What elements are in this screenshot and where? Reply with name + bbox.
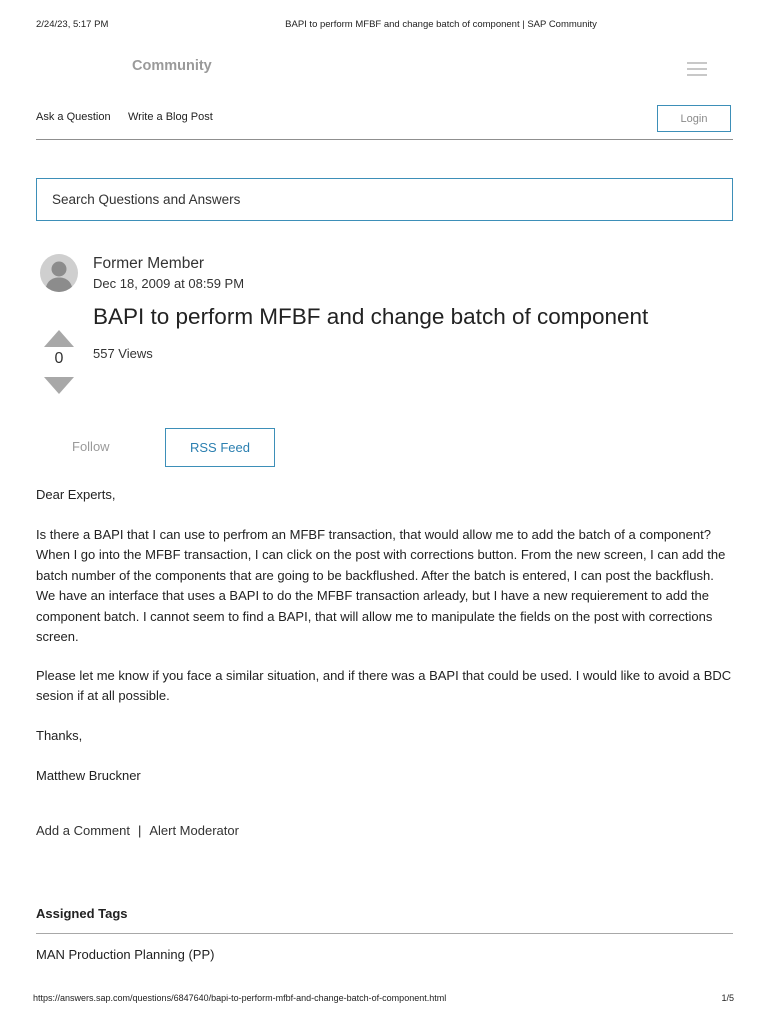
login-button[interactable]: Login xyxy=(657,105,731,132)
body-thanks: Thanks, xyxy=(36,728,83,743)
body-signature: Matthew Bruckner xyxy=(36,768,141,783)
body-paragraph-1: Is there a BAPI that I can use to perfrom an MFBF transaction, that would allow me to add the batch of a component? When I go into the MFBF transaction, I can click on the post with corrections button. From the new screen, I can add the batch number of the components that are going to be backflushed. After the batch is entered, I can post the backflush. We have an interface that uses a BAPI to do the MFBF transaction arleady, but I have a new requierement to add the component batch. I cannot seem to find a BAPI, that will allow me to manipulate the fields on the post with corrections screen. xyxy=(36,527,726,645)
question-title: BAPI to perform MFBF and change batch of component xyxy=(93,304,649,329)
post-date: Dec 18, 2009 at 08:59 PM xyxy=(93,276,245,291)
search-input[interactable] xyxy=(36,178,733,221)
body-paragraph-2: Please let me know if you face a similar situation, and if there was a BAPI that could be used. I would like to avoid a BDC sesion if at all possible. xyxy=(36,668,732,704)
author-name[interactable]: Former Member xyxy=(93,255,205,272)
print-page-title: BAPI to perform MFBF and change batch of component | SAP Community xyxy=(285,19,597,30)
community-logo-text[interactable]: Community xyxy=(132,58,212,74)
user-silhouette-icon xyxy=(40,254,78,292)
follow-button[interactable]: Follow xyxy=(72,439,110,454)
alert-moderator-link[interactable]: Alert Moderator xyxy=(149,823,239,838)
vote-down-icon[interactable] xyxy=(44,377,74,394)
question-actions xyxy=(36,823,239,838)
print-url: https://answers.sap.com/questions/6847640/bapi-to-perform-mfbf-and-change-batch-of-component.html xyxy=(33,993,447,1003)
print-page-number: 1/5 xyxy=(721,993,734,1003)
avatar xyxy=(40,254,78,292)
print-datetime: 2/24/23, 5:17 PM xyxy=(36,19,109,30)
body-greeting: Dear Experts, xyxy=(36,487,116,502)
write-blog-post-link[interactable]: Write a Blog Post xyxy=(128,111,213,123)
add-comment-link[interactable]: Add a Comment xyxy=(36,823,130,838)
tags-divider xyxy=(36,933,733,934)
view-count: 557 Views xyxy=(93,346,153,361)
tag-item[interactable]: MAN Production Planning (PP) xyxy=(36,947,215,962)
assigned-tags-heading: Assigned Tags xyxy=(36,906,128,921)
hamburger-icon[interactable] xyxy=(687,61,707,76)
actions-separator: | xyxy=(137,823,142,838)
vote-count: 0 xyxy=(54,350,64,367)
rss-feed-button[interactable]: RSS Feed xyxy=(165,428,275,467)
search-placeholder: Search Questions and Answers xyxy=(52,192,241,207)
ask-question-link[interactable]: Ask a Question xyxy=(36,111,111,123)
header-divider xyxy=(36,139,733,140)
vote-up-icon[interactable] xyxy=(44,330,74,347)
